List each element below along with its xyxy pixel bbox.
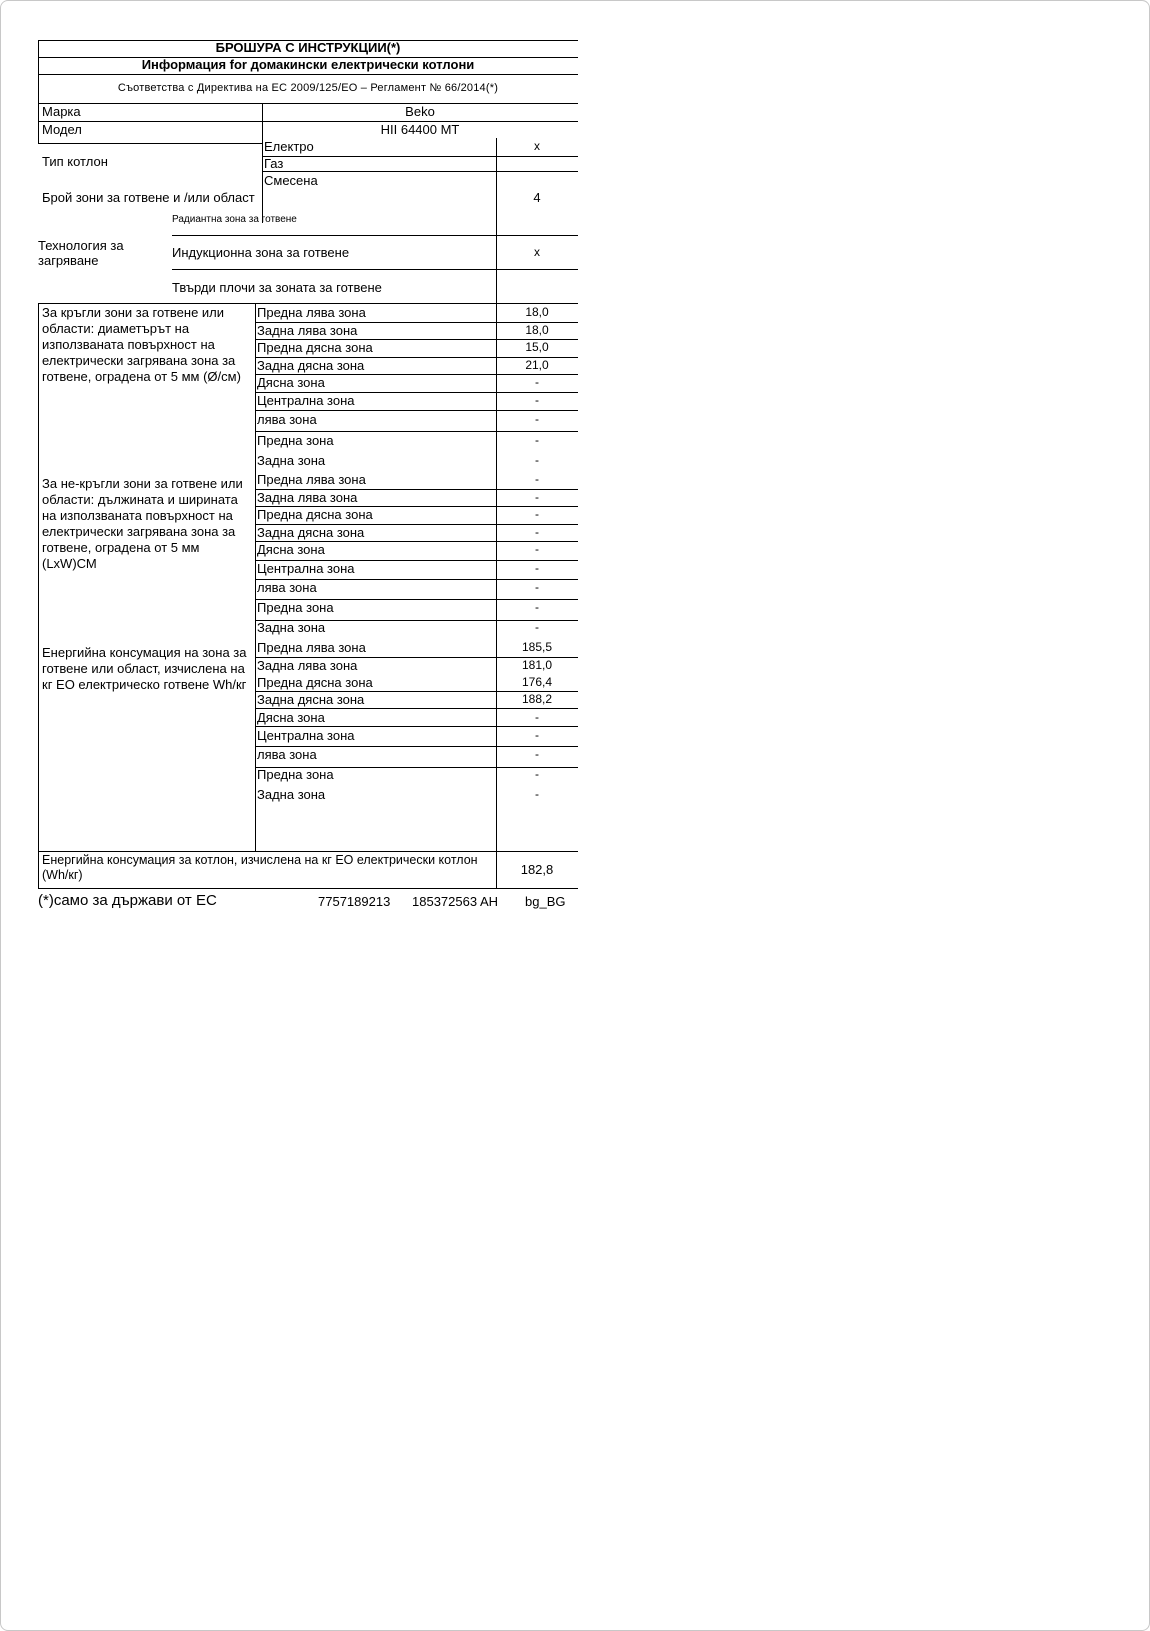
zone-name: Предна зона [257, 600, 334, 615]
zone-name: Задна зона [257, 787, 326, 802]
total-energy-value: 182,8 [520, 862, 554, 877]
zone-value: - [535, 433, 539, 447]
model-value: HII 64400 MT [380, 122, 460, 137]
zone-value: - [535, 787, 539, 801]
zone-value: - [535, 600, 539, 614]
zone-name: Централна зона [257, 728, 355, 743]
divider [255, 708, 578, 709]
zone-value: 15,0 [525, 340, 549, 354]
round-zones-label: За кръгли зони за готвене или области: диаметърът на използваната повърхност на електрически загрявана зона за готвене, оградена от 5 мм (Ø/см) [42, 305, 241, 384]
divider [262, 171, 578, 172]
zone-name: Задна лява зона [257, 658, 358, 673]
heating-tech-label: Технология за загряване [38, 238, 124, 268]
zone-name: лява зона [257, 747, 317, 762]
doc-subtitle: Информация for домакински електрически котлони [141, 57, 475, 72]
zone-value: 21,0 [525, 358, 549, 372]
zone-name: Предна лява зона [257, 305, 366, 320]
divider [496, 303, 497, 889]
divider [496, 138, 497, 326]
zone-value: - [535, 747, 539, 761]
zone-name: Задна дясна зона [257, 525, 365, 540]
divider [262, 156, 578, 157]
zone-value: - [535, 393, 539, 407]
zone-value: - [535, 620, 539, 634]
zone-name: Централна зона [257, 393, 355, 408]
zone-name: Задна лява зона [257, 323, 358, 338]
heating-option: Индукционна зона за готвене [172, 245, 350, 260]
zone-value: - [535, 728, 539, 742]
total-energy-label: Енергийна консумация за котлон, изчислена на кг ЕО електрически котлон (Wh/кг) [42, 853, 478, 882]
divider [255, 303, 256, 851]
zone-value: 181,0 [521, 658, 553, 672]
divider [38, 888, 578, 889]
hob-type-label: Тип котлон [42, 154, 108, 169]
brand-value: Beko [405, 104, 435, 119]
zone-name: Задна зона [257, 620, 326, 635]
divider [255, 726, 578, 727]
zone-value: - [535, 767, 539, 781]
zone-name: Предна зона [257, 767, 334, 782]
zone-value: - [535, 580, 539, 594]
zone-value: 185,5 [521, 640, 553, 654]
divider [255, 431, 578, 432]
zone-name: Предна дясна зона [257, 340, 373, 355]
zone-value: - [535, 490, 539, 504]
footer-note: (*)само за държави от ЕС [38, 892, 217, 909]
zone-name: лява зона [257, 580, 317, 595]
energy-zones-label: Енергийна консумация на зона за готвене или област, изчислена на кг ЕО електрическо готвене Wh/кг [42, 645, 247, 692]
heating-value: x [534, 245, 540, 259]
zone-name: Дясна зона [257, 375, 325, 390]
zone-value: - [535, 453, 539, 467]
heating-option: Радиантна зона за готвене [172, 214, 297, 225]
zone-name: Дясна зона [257, 542, 325, 557]
zone-name: Задна дясна зона [257, 692, 365, 707]
zone-value: 188,2 [521, 692, 553, 706]
zone-value: 176,4 [521, 675, 553, 689]
hob-type-option: Газ [264, 156, 284, 171]
divider [38, 143, 262, 144]
divider [172, 269, 578, 270]
zone-value: 18,0 [525, 305, 549, 319]
hob-type-value: x [534, 139, 540, 153]
heating-option: Твърди плочи за зоната за готвене [172, 280, 382, 295]
zone-value: - [535, 472, 539, 486]
footer-code: 7757189213 [318, 894, 391, 909]
footer-code: 185372563 AH [412, 894, 499, 909]
footer-locale: bg_BG [525, 894, 566, 909]
nonround-zones-label: За не-кръгли зони за готвене или области: дължината и ширината на използваната повърхност на електрически загрявана зона за готвене, оградена от 5 мм (LxW)СМ [42, 476, 243, 571]
zone-value: 18,0 [525, 323, 549, 337]
regulation-line: Съответства с Директива на ЕС 2009/125/ЕО – Регламент № 66/2014(*) [117, 82, 499, 94]
zone-name: Предна зона [257, 433, 334, 448]
zone-value: - [535, 561, 539, 575]
zone-value: - [535, 412, 539, 426]
zone-name: Задна дясна зона [257, 358, 365, 373]
zone-name: лява зона [257, 412, 317, 427]
zones-count-label: Брой зони за готвене и /или област [42, 190, 255, 205]
zone-name: Предна лява зона [257, 472, 366, 487]
left-border [38, 303, 39, 889]
zone-value: - [535, 507, 539, 521]
zone-name: Предна дясна зона [257, 675, 373, 690]
model-label: Модел [42, 122, 82, 137]
zone-value: - [535, 542, 539, 556]
zone-name: Задна лява зона [257, 490, 358, 505]
hob-type-option: Смесена [264, 173, 318, 188]
brand-label: Марка [42, 104, 81, 119]
zone-value: - [535, 525, 539, 539]
zone-name: Дясна зона [257, 710, 325, 725]
zone-value: - [535, 710, 539, 724]
zone-name: Задна зона [257, 453, 326, 468]
divider [172, 235, 578, 236]
divider [38, 851, 578, 852]
zone-name: Предна дясна зона [257, 507, 373, 522]
divider [255, 410, 578, 411]
zone-value: - [535, 375, 539, 389]
doc-title: БРОШУРА С ИНСТРУКЦИИ(*) [215, 40, 401, 55]
zones-count-value: 4 [533, 190, 541, 205]
hob-type-option: Електро [264, 139, 314, 154]
divider [38, 303, 578, 304]
zone-name: Централна зона [257, 561, 355, 576]
zone-name: Предна лява зона [257, 640, 366, 655]
